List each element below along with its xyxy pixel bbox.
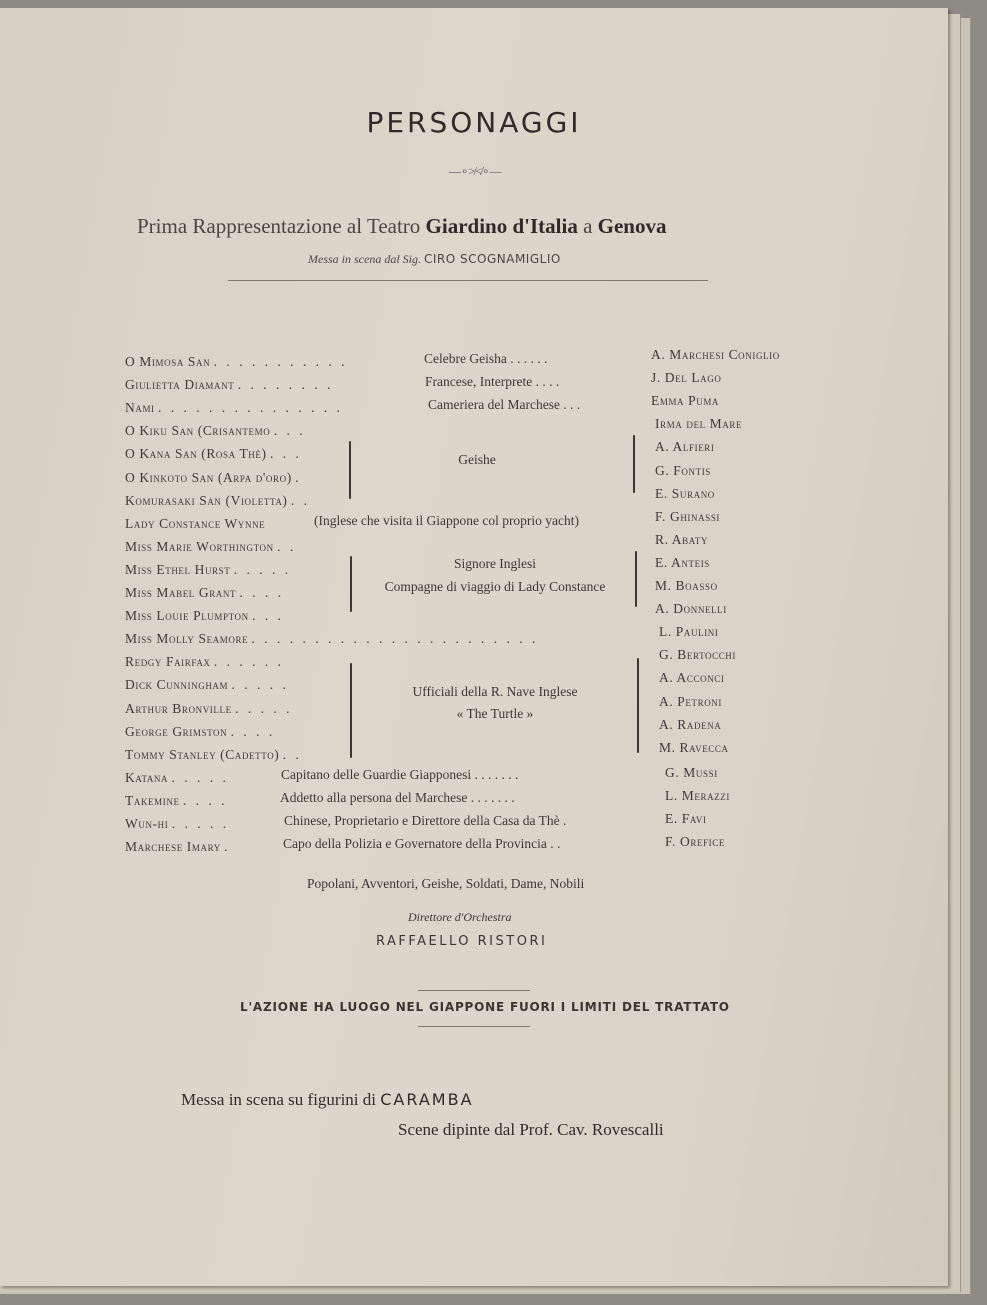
character-name: Miss Molly Seamore: [125, 631, 249, 647]
costumes-line: [181, 1090, 474, 1110]
divider: [418, 990, 530, 991]
group-ufficiali-subtitle: « The Turtle »: [456, 706, 534, 721]
actor-name: A. Radena: [659, 716, 722, 732]
character-name: Tommy Stanley (Cadetto): [125, 746, 280, 762]
actor-name: G. Fontis: [655, 462, 711, 478]
character-name: Komurasaki San (Violetta): [125, 492, 288, 508]
leader-dots: . . .: [252, 608, 284, 624]
cast-row: [125, 724, 275, 740]
leader-dots: . . . . . .: [213, 654, 285, 670]
divider: [418, 1026, 530, 1027]
character-name: Marchese Imary: [125, 839, 221, 855]
actor-name: R. Abaty: [655, 531, 709, 547]
page-title: PERSONAGGI: [366, 106, 582, 139]
cast-row: [125, 354, 347, 370]
leader-dots: . .: [282, 746, 302, 762]
character-role: Celebre Geisha . . . . . .: [424, 351, 548, 366]
brace: [637, 658, 639, 753]
character-name: Miss Ethel Hurst: [125, 561, 231, 577]
cast-row: [125, 585, 284, 601]
actor-name: A. Donnelli: [655, 601, 727, 617]
leader-dots: . . . . .: [171, 816, 230, 831]
program-page: [0, 8, 948, 1286]
group-signore-subtitle: Compagne di viaggio di Lady Constance: [384, 579, 606, 594]
conductor-label: Direttore d'Orchestra: [408, 910, 512, 924]
cast-row: [125, 562, 291, 578]
leader-dots: . . . . . . . . . . .: [213, 354, 348, 369]
cast-row: [125, 539, 296, 555]
leader-dots: . . .: [273, 423, 306, 439]
divider: [228, 280, 708, 281]
actor-name: F. Ghinassi: [655, 508, 721, 524]
cast-row: [125, 423, 306, 439]
character-name: George Grimston: [125, 723, 228, 739]
character-name: Giulietta Diamant: [125, 377, 235, 393]
actor-name: A. Alfieri: [655, 439, 715, 455]
character-role: Capitano delle Guardie Giapponesi . . . . . . .: [281, 766, 519, 782]
brace: [350, 556, 352, 612]
leader-dots: . . . . . . . . . . . . . . .: [158, 400, 343, 416]
premiere-mid: a: [583, 214, 593, 238]
cast-row: [125, 377, 333, 393]
character-name: Dick Cunningham: [125, 677, 229, 693]
ornament: —∘≯≮∘—: [449, 164, 502, 178]
character-name: Lady Constance Wynne: [125, 515, 266, 531]
character-role: Chinese, Proprietario e Direttore della Casa da Thè .: [284, 813, 567, 828]
actor-name: Irma del Mare: [655, 416, 743, 432]
actor-name: E. Surano: [655, 485, 715, 501]
cast-row: [125, 770, 229, 786]
leader-dots: . . . . .: [231, 677, 289, 693]
character-name: Miss Marie Worthington: [125, 538, 274, 554]
actor-name: L. Paulini: [659, 624, 719, 640]
actor-name: E. Anteis: [655, 554, 710, 570]
actor-name: A. Acconci: [659, 670, 725, 686]
actor-name: A. Marchesi Coniglio: [651, 347, 780, 362]
setting-line: L'AZIONE HA LUOGO NEL GIAPPONE FUORI I LIMITI DEL TRATTATO: [240, 1000, 730, 1014]
character-name: O Mimosa San: [125, 354, 211, 369]
character-name: Wun-hi: [125, 816, 169, 831]
character-role: Addetto alla persona del Marchese . . . . . . .: [280, 789, 515, 805]
chorus-line: Popolani, Avventori, Geishe, Soldati, Dame, Nobili: [307, 876, 585, 891]
actor-name: A. Petroni: [659, 693, 723, 709]
cast-row: [125, 747, 302, 763]
actor-name: Emma Puma: [651, 393, 720, 409]
actor-name: M. Boasso: [655, 578, 718, 593]
leader-dots: . . . . .: [171, 769, 229, 785]
character-role: Capo della Polizia e Governatore della Provincia . .: [283, 836, 561, 852]
character-name: Katana: [125, 769, 169, 785]
leader-dots: . . . .: [230, 723, 276, 739]
cast-row: [125, 446, 302, 462]
brace: [635, 551, 637, 607]
character-name: Redgy Fairfax: [125, 654, 211, 670]
character-name: Nami: [125, 400, 155, 416]
staging-label: Messa in scena dal Sig.: [308, 252, 421, 266]
cast-row: [125, 631, 538, 647]
actor-name: F. Orefice: [665, 834, 725, 850]
actor-name: G. Bertocchi: [659, 647, 737, 663]
actor-name: J. Del Lago: [651, 370, 722, 386]
scenery-line: Scene dipinte dal Prof. Cav. Rovescalli: [398, 1120, 664, 1139]
leader-dots: . . . . . . . .: [237, 377, 334, 393]
cast-row: [125, 516, 265, 532]
cast-row: [125, 677, 289, 693]
brace: [350, 663, 352, 758]
actor-name: E. Favi: [665, 811, 707, 826]
leader-dots: . .: [290, 492, 311, 508]
actor-name: G. Mussi: [665, 764, 718, 780]
group-geishe: Geishe: [458, 452, 496, 467]
brace: [349, 441, 351, 499]
character-name: Miss Mabel Grant: [125, 585, 237, 600]
cast-row: [125, 493, 310, 509]
cast-row: [125, 654, 284, 670]
costumes-prefix: Messa in scena su figurini di: [181, 1090, 376, 1109]
theatre-name: Giardino d'Italia: [425, 214, 578, 238]
character-name: O Kinkoto San (Arpa d'oro): [125, 469, 292, 485]
character-name: Miss Louie Plumpton: [125, 608, 249, 624]
leader-dots: . . . .: [239, 585, 285, 600]
leader-dots: . . . . .: [235, 700, 293, 716]
costumes-designer: CARAMBA: [380, 1090, 474, 1109]
leader-dots: .: [295, 469, 302, 485]
conductor-name: RAFFAELLO RISTORI: [376, 934, 548, 949]
cast-row: [125, 793, 228, 809]
staging-line: [308, 252, 561, 267]
brace: [633, 435, 635, 493]
character-role: Cameriera del Marchese . . .: [428, 397, 581, 413]
cast-row: [125, 839, 231, 855]
character-name: O Kiku San (Crisantemo: [125, 423, 271, 439]
leader-dots: .: [224, 839, 231, 855]
leader-dots: . . . . . . . . . . . . . . . . . . . . . . .: [251, 631, 539, 647]
leader-dots: . . . .: [182, 792, 228, 808]
cast-row: [125, 701, 292, 717]
premiere-prefix: Prima Rappresentazione al Teatro: [137, 214, 421, 238]
cast-row: [125, 400, 343, 416]
cast-row: [125, 608, 284, 624]
premiere-line: [137, 214, 667, 239]
cast-row: [125, 470, 302, 486]
leader-dots: . .: [277, 538, 297, 554]
character-name: Takemine: [125, 792, 180, 808]
group-signore-title: Signore Inglesi: [453, 556, 537, 571]
city-name: Genova: [597, 214, 667, 238]
actor-name: M. Ravecca: [659, 739, 729, 755]
cast-row: [125, 816, 229, 832]
character-role: Francese, Interprete . . . .: [425, 374, 560, 390]
staging-name: CIRO SCOGNAMIGLIO: [424, 252, 561, 266]
character-role: (Inglese che visita il Giappone col proprio yacht): [314, 512, 580, 528]
leader-dots: . . . . .: [233, 561, 292, 577]
actor-name: L. Merazzi: [665, 787, 730, 803]
group-ufficiali-title: Ufficiali della R. Nave Inglese: [412, 684, 578, 699]
leader-dots: . . .: [269, 446, 302, 462]
character-name: Arthur Bronville: [125, 700, 232, 716]
character-name: O Kana San (Rosa Thè): [125, 446, 267, 462]
